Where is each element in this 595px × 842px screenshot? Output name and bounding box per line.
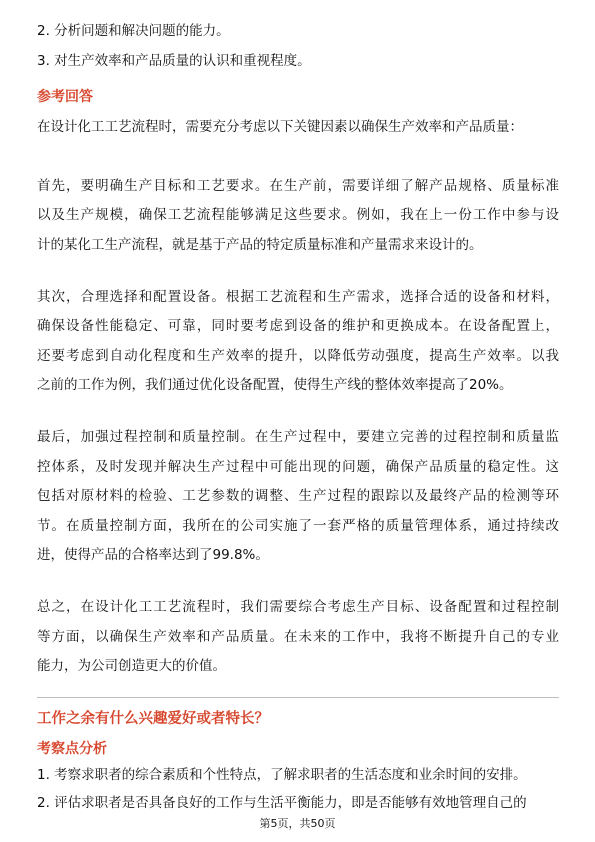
paragraph-4-line: 等方面，以确保生产效率和产品质量。在未来的工作中，我将不断提升自己的专业 — [37, 629, 559, 645]
question-title: 工作之余有什么兴趣爱好或者特长？ — [37, 711, 269, 727]
paragraph-3-line: 控体系，及时发现并解决生产过程中可能出现的问题，确保产品质量的稳定性。这 — [37, 459, 559, 475]
paragraph-1-line: 计的某化工生产流程，就是基于产品的特定质量标准和产量需求来设计的。 — [37, 237, 483, 253]
paragraph-2-line: 还要考虑到自动化程度和生产效率的提升，以降低劳动强度，提高生产效率。以我 — [37, 348, 559, 364]
paragraph-2-line: 之前的工作为例，我们通过优化设备配置，使得生产线的整体效率提高了20%。 — [37, 377, 513, 393]
page-footer: 第5页，共50页 — [259, 817, 336, 830]
intro-point-2: 2. 分析问题和解决问题的能力。 — [37, 23, 230, 39]
paragraph-4-line: 总之，在设计化工工艺流程时，我们需要综合考虑生产目标、设备配置和过程控制 — [37, 599, 559, 615]
analysis-heading: 考察点分析 — [37, 741, 107, 757]
analysis-point-2: 2. 评估求职者是否具备良好的工作与生活平衡能力，即是否能够有效地管理自己的 — [37, 795, 527, 811]
paragraph-3-line: 最后，加强过程控制和质量控制。在生产过程中，要建立完善的过程控制和质量监 — [37, 429, 559, 445]
answer-heading: 参考回答 — [37, 89, 93, 105]
paragraph-3-line: 节。在质量控制方面，我所在的公司实施了一套严格的质量管理体系，通过持续改 — [37, 518, 559, 534]
section-divider — [37, 697, 559, 698]
paragraph-1-line: 首先，要明确生产目标和工艺要求。在生产前，需要详细了解产品规格、质量标准 — [37, 178, 559, 194]
paragraph-1-line: 以及生产规模，确保工艺流程能够满足这些要求。例如，我在上一份工作中参与设 — [37, 207, 559, 223]
paragraph-3-line: 进，使得产品的合格率达到了99.8%。 — [37, 547, 269, 563]
paragraph-3-line: 包括对原材料的检验、工艺参数的调整、生产过程的跟踪以及最终产品的检测等环 — [37, 488, 559, 504]
intro-point-3: 3. 对生产效率和产品质量的认识和重视程度。 — [37, 53, 311, 69]
answer-lead: 在设计化工工艺流程时，需要充分考虑以下关键因素以确保生产效率和产品质量： — [37, 119, 523, 135]
paragraph-4-line: 能力，为公司创造更大的价值。 — [37, 658, 226, 674]
paragraph-2-line: 其次，合理选择和配置设备。根据工艺流程和生产需求，选择合适的设备和材料， — [37, 289, 559, 305]
paragraph-2-line: 确保设备性能稳定、可靠，同时要考虑到设备的维护和更换成本。在设备配置上， — [37, 318, 559, 334]
analysis-point-1: 1. 考察求职者的综合素质和个性特点，了解求职者的生活态度和业余时间的安排。 — [37, 767, 527, 783]
